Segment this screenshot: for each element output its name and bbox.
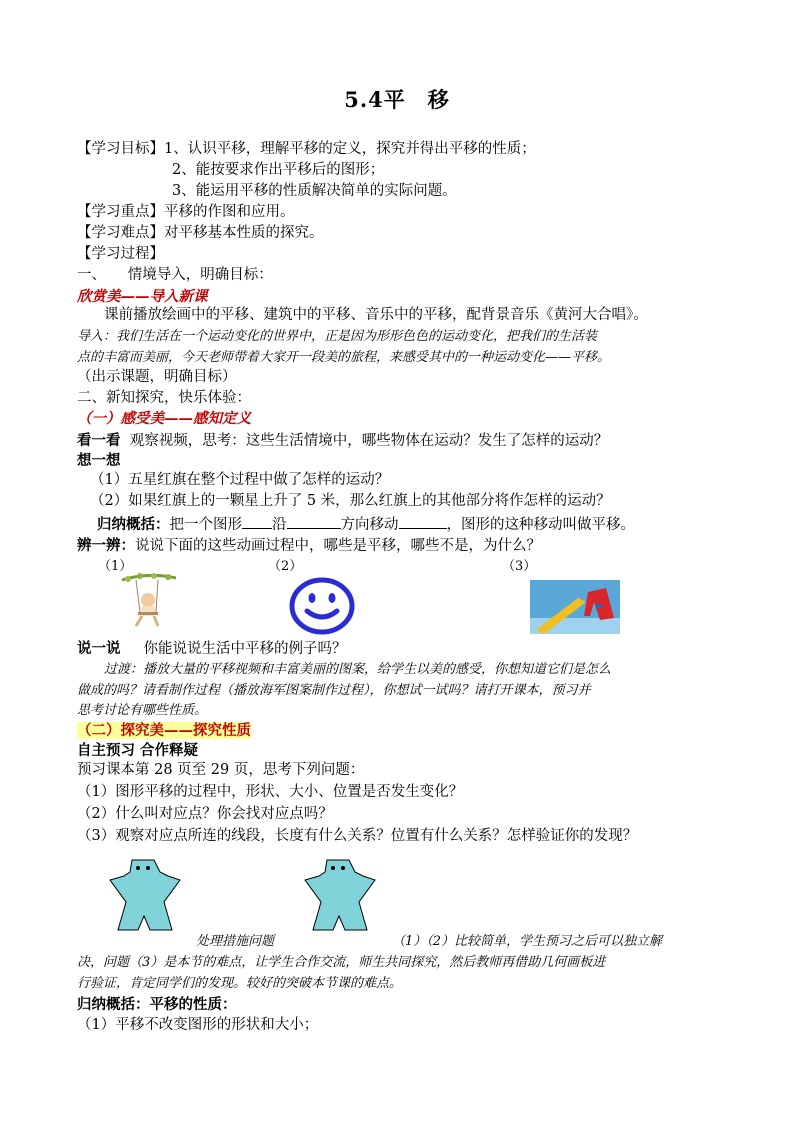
judge-row bbox=[77, 536, 541, 556]
measure-label: 处理措施问题 bbox=[196, 934, 275, 949]
judge-label: 辨一辨： bbox=[77, 537, 135, 554]
transition-line-3: 思考讨论有哪些性质。 bbox=[77, 703, 208, 718]
fig-label-1: （1） bbox=[98, 559, 133, 574]
goals-row bbox=[77, 140, 536, 159]
key-point-label: 【学习重点】 bbox=[77, 204, 164, 220]
section1-heading: 一、 情境导入，明确目标： bbox=[77, 267, 273, 283]
difficulty-text: 对平移基本性质的探究。 bbox=[164, 225, 324, 241]
page-title: 5.4平 移 bbox=[344, 87, 450, 112]
key-point-row bbox=[77, 203, 295, 222]
think-label: 想一想 bbox=[77, 452, 121, 469]
difficulty-row bbox=[77, 224, 324, 243]
blank-1[interactable] bbox=[242, 514, 272, 529]
summary2-heading: 归纳概括：平移的性质： bbox=[77, 996, 237, 1013]
fig-label-3: （3） bbox=[502, 559, 537, 574]
goal-item-1: 1、认识平移，理解平移的定义，探究并得出平移的性质； bbox=[164, 141, 536, 157]
goals-label: 【学习目标】 bbox=[77, 141, 164, 157]
summary1-part3: 方向移动 bbox=[340, 517, 399, 533]
translation-figure-moved bbox=[303, 858, 377, 932]
key-point-text: 平移的作图和应用。 bbox=[164, 204, 295, 220]
goal-item-2: 2、能按要求作出平移后的图形； bbox=[172, 162, 385, 178]
summary1-part2: 沿 bbox=[272, 517, 287, 533]
preview-text: 预习课本第 28 页至 29 页，思考下列问题： bbox=[77, 762, 365, 778]
lead-line-2: 点的丰富而美丽，今天老师带着大家开一段美的旅程，来感受其中的一种运动变化——平移。 bbox=[77, 350, 611, 365]
think-q1: （1）五星红旗在整个过程中做了怎样的运动？ bbox=[90, 472, 390, 488]
preview-q1: （1）图形平移的过程中，形状、大小、位置是否发生变化？ bbox=[77, 784, 464, 800]
feel-title: （一）感受美——感知定义 bbox=[77, 410, 251, 427]
smiley-face-image bbox=[289, 577, 355, 635]
summary1-part4: ，图形的这种移动叫做平移。 bbox=[446, 517, 635, 533]
translation-figure-original bbox=[108, 858, 182, 932]
look-text: 观察视频，思考：这些生活情境中，哪些物体在运动？发生了怎样的运动？ bbox=[129, 433, 609, 449]
summary1-label: 归纳概括： bbox=[97, 516, 170, 533]
summary1-row bbox=[97, 514, 635, 535]
goal-item-3: 3、能运用平移的性质解决简单的实际问题。 bbox=[172, 183, 457, 199]
slide-image bbox=[530, 580, 620, 634]
judge-text: 说说下面的这些动画过程中，哪些是平移，哪些不是，为什么？ bbox=[135, 538, 541, 554]
difficulty-label: 【学习难点】 bbox=[77, 225, 164, 241]
think-q2: （2）如果红旗上的一颗星上升了 5 米，那么红旗上的其他部分将作怎样的运动？ bbox=[90, 493, 611, 509]
lead-line-1: 导入：我们生活在一个运动变化的世界中，正是因为形形色色的运动变化，把我们的生活装 bbox=[77, 329, 598, 344]
look-label: 看一看 bbox=[77, 432, 121, 449]
blank-3[interactable] bbox=[399, 514, 447, 529]
swing-boy-image bbox=[118, 572, 180, 630]
transition-line-1: 过渡：播放大量的平移视频和丰富美丽的图案，给学生以美的感受，你想知道它们是怎么 bbox=[104, 662, 612, 677]
measure-line-3: 行验证，肯定同学们的发现。较好的突破本节课的难点。 bbox=[77, 976, 403, 991]
look-row bbox=[77, 431, 608, 451]
say-text: 你能说说生活中平移的例子吗？ bbox=[143, 641, 347, 657]
section2-heading: 二、新知探究，快乐体验： bbox=[77, 390, 251, 406]
explore-title-text: （二）探究美——探究性质 bbox=[77, 722, 251, 739]
transition-line-2: 做成的吗？请看制作过程（播放海军图案制作过程），你想试一试吗？请打开课本，预习并 bbox=[77, 683, 591, 698]
say-label: 说一说 bbox=[77, 640, 121, 657]
summary1-part1: 把一个图形 bbox=[169, 517, 242, 533]
process-label: 【学习过程】 bbox=[77, 246, 164, 262]
preview-q3: （3）观察对应点所连的线段，长度有什么关系？位置有什么关系？怎样验证你的发现？ bbox=[77, 828, 638, 844]
preview-q2: （2）什么叫对应点？你会找对应点吗？ bbox=[77, 806, 333, 822]
property-1: （1）平移不改变图形的形状和大小； bbox=[77, 1017, 319, 1033]
lead-line-3: （出示课题，明确目标） bbox=[77, 369, 237, 385]
measure-line-2: 决，问题（3）是本节的难点，让学生合作交流，师生共同探究，然后教师再借助几何画板进 bbox=[77, 955, 606, 970]
intro-line: 课前播放绘画中的平移、建筑中的平移、音乐中的平移，配背景音乐《黄河大合唱》。 bbox=[104, 307, 648, 323]
blank-2[interactable] bbox=[287, 514, 341, 529]
explore-title bbox=[77, 721, 251, 740]
appreciate-title: 欣赏美——导入新课 bbox=[77, 288, 208, 305]
measure-tail: （1）（2）比较简单，学生预习之后可以独立解 bbox=[392, 934, 663, 949]
fig-label-2: （2） bbox=[268, 559, 303, 574]
preview-heading: 自主预习 合作释疑 bbox=[77, 742, 199, 759]
say-row bbox=[77, 639, 347, 659]
